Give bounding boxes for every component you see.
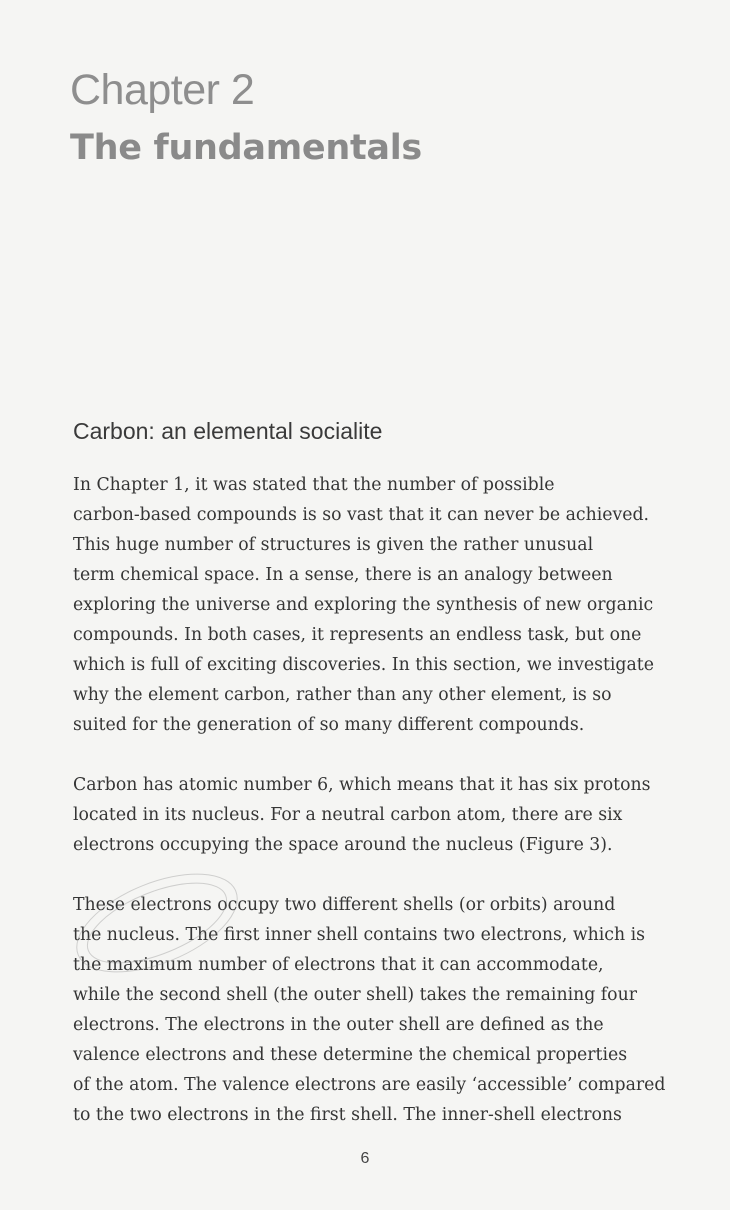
text-line: compounds. In both cases, it represents an endless task, but one [73,625,642,645]
chapter-label: Chapter 2 [70,66,255,114]
text-line: the maximum number of electrons that it can accommodate, [73,955,604,975]
text-line: This huge number of structures is given the rather unusual [73,535,594,555]
watermark-stamp [62,868,252,978]
text-line: valence electrons and these determine the chemical properties [73,1045,628,1065]
text-line: electrons. The electrons in the outer shell are defined as the [73,1015,604,1035]
text-line: which is full of exciting discoveries. In this section, we investigate [73,655,654,675]
text-line: electrons occupying the space around the nucleus (Figure 3). [73,835,613,855]
text-line: located in its nucleus. For a neutral carbon atom, there are six [73,805,623,825]
text-line: to the two electrons in the first shell. The inner-shell electrons [73,1105,622,1125]
text-line: Carbon has atomic number 6, which means that it has six protons [73,775,651,795]
text-line: while the second shell (the outer shell) takes the remaining four [73,985,637,1005]
text-line: suited for the generation of so many different compounds. [73,715,585,735]
text-line: carbon-based compounds is so vast that it can never be achieved. [73,505,650,525]
text-line: of the atom. The valence electrons are easily ‘accessible’ compared [73,1075,666,1095]
page-number: 6 [360,1150,370,1167]
text-line: term chemical space. In a sense, there is an analogy between [73,565,613,585]
paragraph-2 [73,770,651,860]
section-heading: Carbon: an elemental socialite [73,418,383,444]
paragraph-1 [73,470,654,740]
text-line: In Chapter 1, it was stated that the number of possible [73,475,555,495]
text-line: the nucleus. The first inner shell contains two electrons, which is [73,925,645,945]
text-line: exploring the universe and exploring the synthesis of new organic [73,595,654,615]
text-line: why the element carbon, rather than any other element, is so [73,685,612,705]
text-line: These electrons occupy two different shells (or orbits) around [73,895,616,915]
chapter-title: The fundamentals [70,128,422,168]
